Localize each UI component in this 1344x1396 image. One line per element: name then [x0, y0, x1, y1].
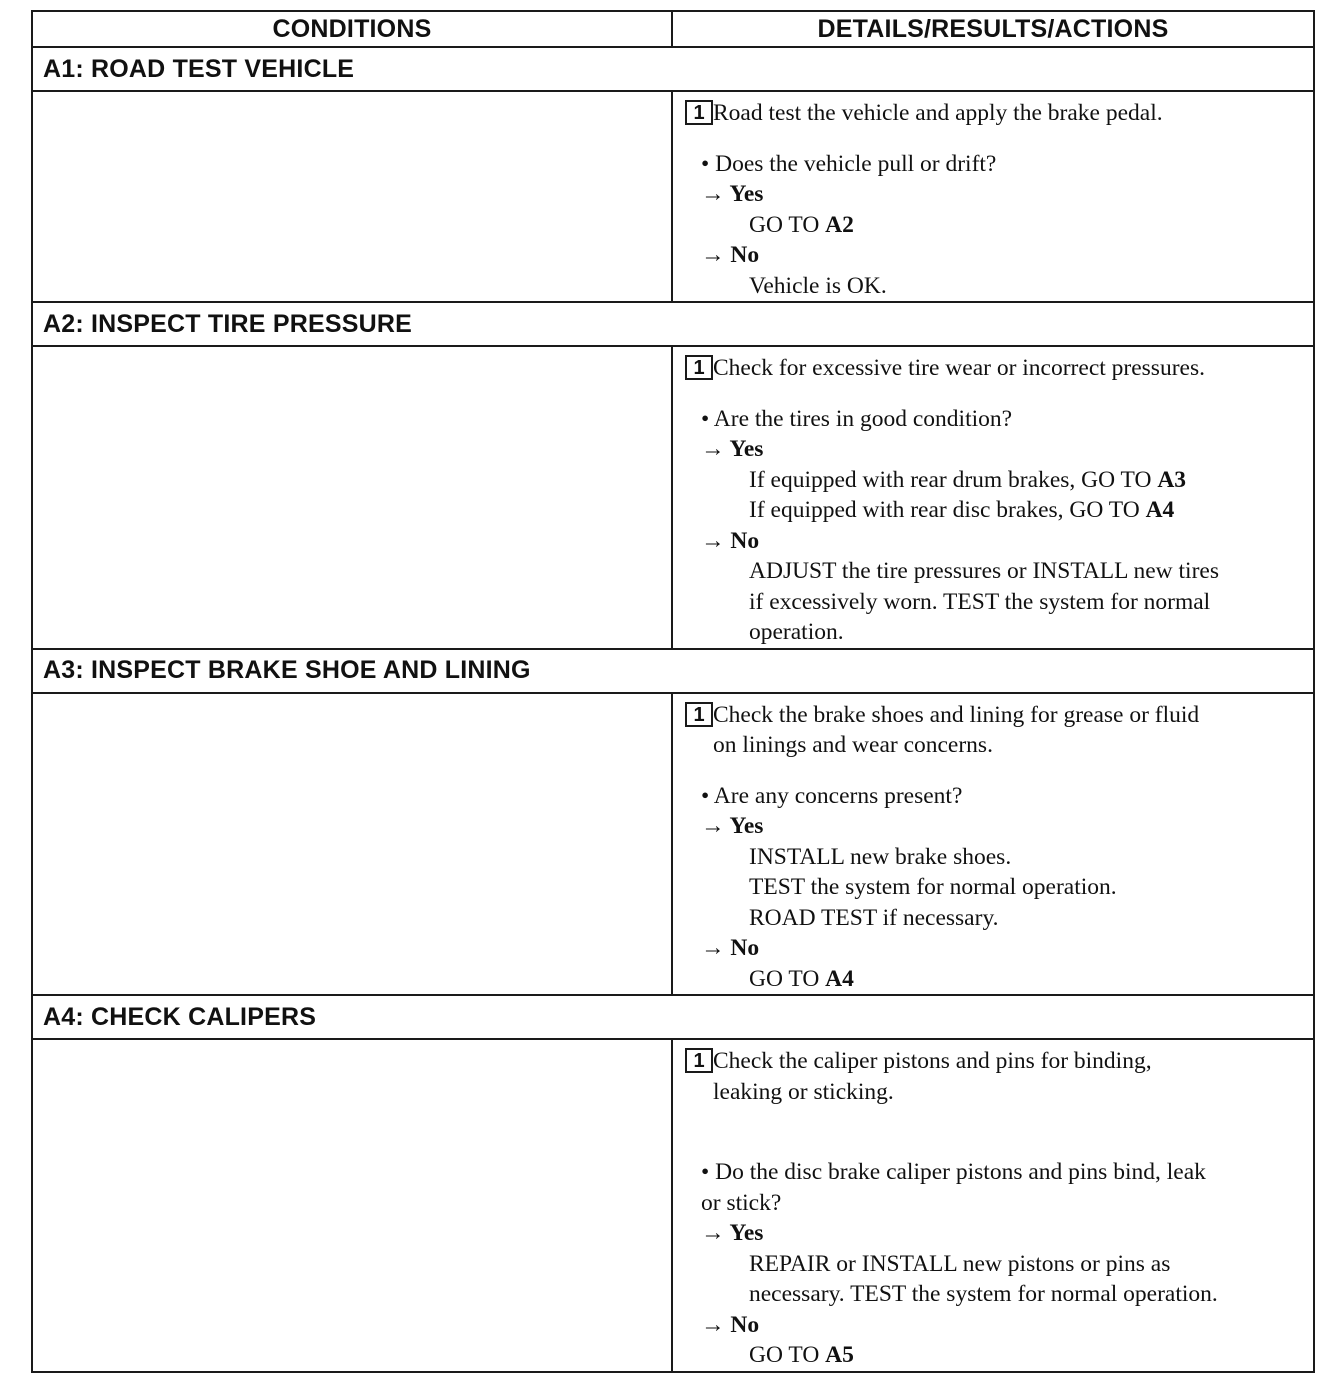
section-body-a2 — [32, 346, 1314, 649]
yes-action-a1: GO TO A2 — [749, 211, 854, 238]
section-body-a4 — [32, 1039, 1314, 1372]
question-a1: • Does the vehicle pull or drift? — [701, 150, 997, 177]
no-action-a3: GO TO A4 — [749, 965, 854, 992]
question-a4-line-2: or stick? — [701, 1189, 782, 1216]
yes-action-a2-2: If equipped with rear disc brakes, GO TO A4 — [749, 497, 1175, 523]
yes-label-a4: → Yes — [701, 1220, 764, 1246]
yes-action-a3-2: TEST the system for normal operation. — [749, 874, 1117, 900]
section-title-a1: A1: ROAD TEST VEHICLE — [32, 47, 1314, 91]
no-label-a2: → No — [701, 527, 760, 554]
step-number-box: 1 — [685, 1048, 713, 1073]
step-text-line-2: leaking or sticking. — [713, 1078, 894, 1105]
details-cell-a2 — [672, 346, 1314, 649]
yes-action-a2-1: If equipped with rear drum brakes, GO TO A3 — [749, 466, 1187, 493]
step-number-box: 1 — [685, 100, 713, 125]
no-label-a3: → No — [701, 935, 760, 961]
no-action-a2-1: ADJUST the tire pressures or INSTALL new tires — [749, 558, 1219, 584]
no-action-a4: GO TO A5 — [749, 1342, 854, 1368]
details-header: DETAILS/RESULTS/ACTIONS — [672, 11, 1314, 47]
step-a4 — [685, 1046, 1303, 1107]
question-a4-line-1: • Do the disc brake caliper pistons and pins bind, leak — [701, 1159, 1206, 1185]
yes-action-a3-1: INSTALL new brake shoes. — [749, 843, 1012, 870]
details-cell-a3 — [672, 693, 1314, 996]
yes-label-a2: → Yes — [701, 436, 764, 462]
step-text: Check for excessive tire wear or incorrect pressures. — [713, 355, 1205, 381]
details-cell-a1 — [672, 91, 1314, 302]
yes-label-a1: → Yes — [701, 181, 764, 207]
question-a2: • Are the tires in good condition? — [701, 405, 1013, 432]
step-number-box: 1 — [685, 355, 713, 380]
yes-action-a4-2: necessary. TEST the system for normal operation. — [749, 1281, 1218, 1307]
step-text-line-1: Check the caliper pistons and pins for binding, — [713, 1048, 1152, 1074]
section-row-a2 — [32, 302, 1314, 346]
no-action-a1: Vehicle is OK. — [749, 272, 887, 299]
conditions-header: CONDITIONS — [32, 11, 672, 47]
step-text-line-1: Check the brake shoes and lining for grease or fluid — [713, 701, 1200, 728]
conditions-cell-a1 — [32, 91, 672, 302]
section-body-a1 — [32, 91, 1314, 302]
diagnostic-table — [31, 10, 1315, 1373]
yes-label-a3: → Yes — [701, 813, 764, 839]
no-action-a2-2: if excessively worn. TEST the system for normal — [749, 588, 1211, 615]
yes-action-a3-3: ROAD TEST if necessary. — [749, 904, 999, 931]
header-row — [32, 11, 1314, 47]
section-title-a2: A2: INSPECT TIRE PRESSURE — [32, 302, 1314, 346]
yes-action-a4-1: REPAIR or INSTALL new pistons or pins as — [749, 1250, 1171, 1277]
section-body-a3 — [32, 693, 1314, 996]
step-number-box: 1 — [685, 702, 713, 727]
conditions-cell-a3 — [32, 693, 672, 996]
section-row-a4 — [32, 995, 1314, 1039]
step-a1 — [685, 98, 1303, 129]
section-row-a1 — [32, 47, 1314, 91]
question-a3: • Are any concerns present? — [701, 782, 963, 809]
step-a3 — [685, 700, 1303, 761]
conditions-cell-a2 — [32, 346, 672, 649]
section-title-a3: A3: INSPECT BRAKE SHOE AND LINING — [32, 649, 1314, 693]
step-a2 — [685, 353, 1303, 384]
diagnostic-table-document — [31, 10, 1313, 1373]
section-title-a4: A4: CHECK CALIPERS — [32, 995, 1314, 1039]
no-label-a4: → No — [701, 1311, 760, 1338]
step-text: Road test the vehicle and apply the brake pedal. — [713, 100, 1163, 126]
conditions-cell-a4 — [32, 1039, 672, 1372]
no-label-a1: → No — [701, 242, 760, 268]
no-action-a2-3: operation. — [749, 619, 844, 645]
details-cell-a4 — [672, 1039, 1314, 1372]
section-row-a3 — [32, 649, 1314, 693]
step-text-line-2: on linings and wear concerns. — [713, 732, 993, 758]
